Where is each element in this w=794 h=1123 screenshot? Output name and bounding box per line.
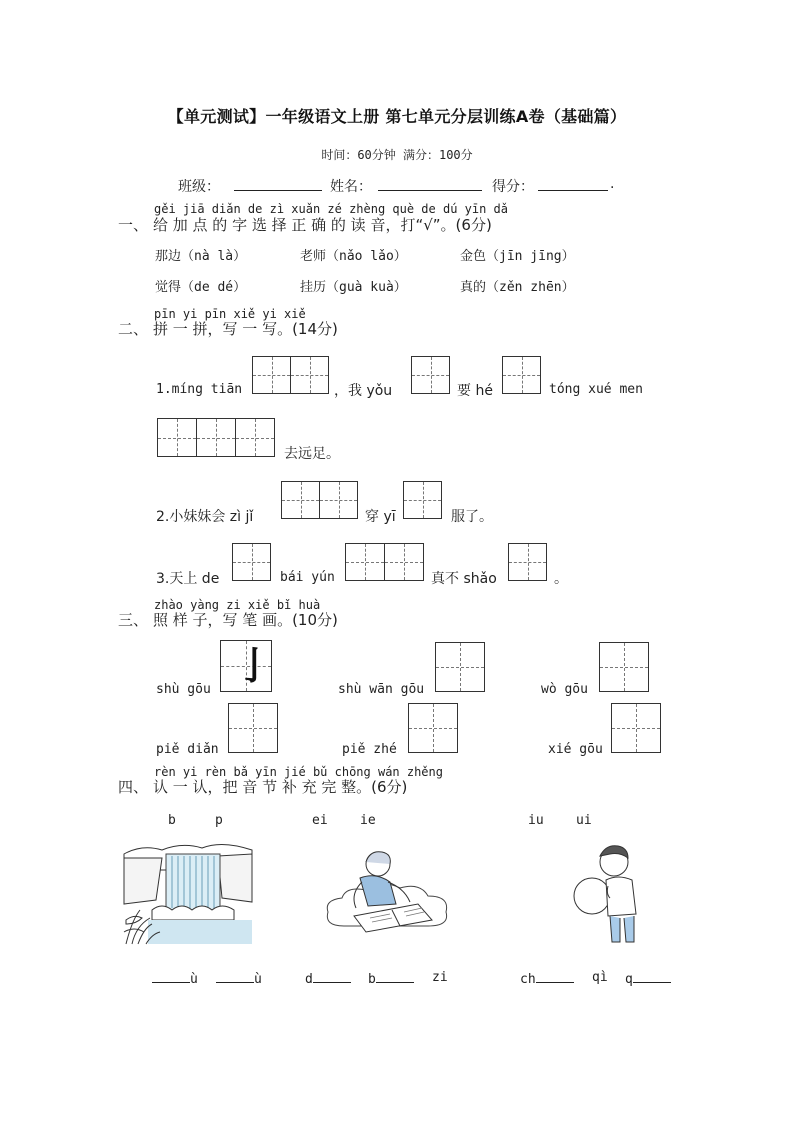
page-title: 【单元测试】一年级语文上册 第七单元分层训练A卷（基础篇） xyxy=(167,107,627,126)
score-field[interactable] xyxy=(538,176,608,191)
option-letter: iu xyxy=(528,813,544,828)
section1-item[interactable]: 金色（jīn jīng） xyxy=(460,249,575,264)
stroke-label: wò gōu xyxy=(541,682,588,697)
answer-prefix: ch xyxy=(520,972,536,987)
section2-instruction: 拼 一 拼，写 一 写。(14分) xyxy=(153,320,338,338)
section1-pinyin: gěi jiā diǎn de zì xuǎn zé zhèng què de dú yīn dǎ xyxy=(154,202,509,216)
writing-grid[interactable] xyxy=(408,703,458,753)
writing-grid[interactable] xyxy=(232,543,271,581)
info-end-mark: . xyxy=(610,176,615,192)
name-label: 姓名： xyxy=(330,179,372,195)
writing-grid[interactable] xyxy=(345,543,385,581)
writing-grid[interactable] xyxy=(252,356,291,394)
q1-pinyin-mingtian: 1.míng tiān xyxy=(156,382,243,397)
q3-pinyin-baiyun: bái yún xyxy=(280,570,335,585)
answer-prefix: d xyxy=(305,972,313,987)
answer-prefix: q xyxy=(625,972,633,987)
stroke-label: shù wān gōu xyxy=(338,682,425,697)
stroke-label: shù gōu xyxy=(156,682,211,697)
option-letter: ei xyxy=(312,813,328,828)
section2-pinyin: pīn yi pīn xiě yi xiě xyxy=(154,307,306,321)
section4-number: 四、 xyxy=(118,778,149,796)
q2-text-end: 服了。 xyxy=(451,509,493,525)
writing-grid[interactable] xyxy=(435,642,485,692)
class-field[interactable] xyxy=(234,176,322,191)
section3-pinyin: zhào yàng zi xiě bǐ huà xyxy=(154,598,321,612)
q3-text-shao: 真不 shǎo xyxy=(431,571,497,587)
option-letter: p xyxy=(215,813,223,828)
stroke-example-grid xyxy=(220,640,272,692)
section3-number: 三、 xyxy=(118,611,149,629)
writing-grid[interactable] xyxy=(157,418,197,457)
exam-subtitle: 时间：60分钟 满分：100分 xyxy=(321,148,473,162)
answer-blank[interactable] xyxy=(216,970,254,983)
q1-pinyin-tongxuemen: tóng xué men xyxy=(549,382,643,397)
answer-blank[interactable] xyxy=(536,970,574,983)
option-letter: ui xyxy=(576,813,592,828)
section1-item[interactable]: 真的（zěn zhēn） xyxy=(460,280,575,295)
section4-pinyin: rèn yi rèn bǎ yīn jié bǔ chōng wán zhěng xyxy=(154,765,443,779)
stroke-label: piě zhé xyxy=(342,742,397,757)
q1-text-you: ，我 yǒu xyxy=(334,383,393,399)
section1-item[interactable]: 那边（nà là） xyxy=(155,249,247,264)
section1-item[interactable]: 老师（nǎo lǎo） xyxy=(300,249,407,264)
q1-text-he: 要 hé xyxy=(457,383,493,399)
section1-instruction: 给 加 点 的 字 选 择 正 确 的 读 音，打“√”。(6分) xyxy=(153,216,492,234)
example-stroke-glyph: 亅 xyxy=(235,644,274,688)
answer-blank[interactable] xyxy=(376,970,414,983)
section1-number: 一、 xyxy=(118,216,149,234)
class-label: 班级： xyxy=(178,179,220,195)
writing-grid[interactable] xyxy=(411,356,450,394)
writing-grid[interactable] xyxy=(403,481,442,519)
answer-blank[interactable] xyxy=(313,970,351,983)
writing-grid[interactable] xyxy=(319,481,358,519)
answer-prefix: b xyxy=(368,972,376,987)
q3-text-end: 。 xyxy=(554,571,568,587)
q2-text-chuan: 穿 yī xyxy=(365,509,396,525)
writing-grid[interactable] xyxy=(228,703,278,753)
q3-text-start: 3.天上 de xyxy=(156,571,220,587)
writing-grid[interactable] xyxy=(611,703,661,753)
section2-number: 二、 xyxy=(118,320,149,338)
stroke-label: piě diǎn xyxy=(156,742,219,757)
option-letter: ie xyxy=(360,813,376,828)
writing-grid[interactable] xyxy=(196,418,236,457)
boy-balloon-illustration xyxy=(570,840,650,946)
answer-blank[interactable] xyxy=(633,970,671,983)
stroke-label: xié gōu xyxy=(548,742,603,757)
writing-grid[interactable] xyxy=(235,418,275,457)
section1-item[interactable]: 觉得（de dé） xyxy=(155,280,247,295)
name-field[interactable] xyxy=(378,176,482,191)
girl-reading-illustration xyxy=(320,842,454,946)
answer-fixed-syllable: qì xyxy=(592,970,608,985)
writing-grid[interactable] xyxy=(502,356,541,394)
waterfall-illustration xyxy=(122,840,254,946)
section1-item[interactable]: 挂历（guà kuà） xyxy=(300,280,407,295)
writing-grid[interactable] xyxy=(384,543,424,581)
section3-instruction: 照 样 子，写 笔 画。(10分) xyxy=(153,611,338,629)
writing-grid[interactable] xyxy=(281,481,320,519)
q1-text-end: 去远足。 xyxy=(284,446,340,462)
writing-grid[interactable] xyxy=(290,356,329,394)
writing-grid[interactable] xyxy=(508,543,547,581)
writing-grid[interactable] xyxy=(599,642,649,692)
answer-suffix: ù xyxy=(254,972,262,987)
score-label: 得分： xyxy=(492,179,534,195)
option-letter: b xyxy=(168,813,176,828)
answer-blank[interactable] xyxy=(152,970,190,983)
q2-text-start: 2.小妹妹会 zì jǐ xyxy=(156,509,254,525)
answer-suffix: ù xyxy=(190,972,198,987)
section4-instruction: 认 一 认，把 音 节 补 充 完 整。(6分) xyxy=(153,778,408,796)
answer-fixed-syllable: zi xyxy=(432,970,448,985)
